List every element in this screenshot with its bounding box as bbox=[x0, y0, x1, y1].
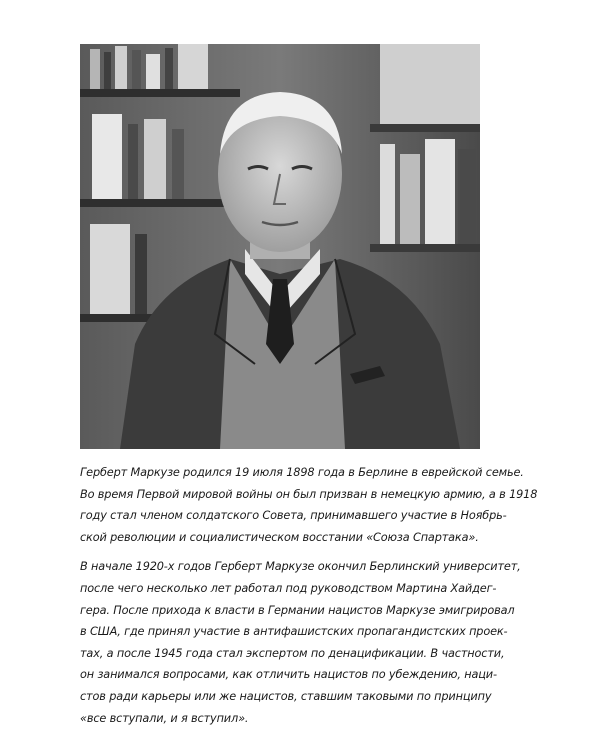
text-line: Герберт Маркузе родился 19 июля 1898 года в Берлине в еврейской семье. bbox=[80, 466, 524, 479]
text-line: Во время Первой мировой войны он был призван в немецкую армию, а в 1918 bbox=[80, 487, 538, 501]
text-line: ской революции и социалистическом восстании «Союза Спартака». bbox=[80, 530, 479, 544]
caption-text bbox=[80, 462, 538, 729]
text-line: стов ради карьеры или же нацистов, ставшим таковыми по принципу bbox=[80, 689, 492, 703]
text-line: гера. После прихода к власти в Германии нацистов Маркузе эмигрировал bbox=[80, 603, 515, 617]
text-line: В начале 1920-х годов Герберт Маркузе окончил Берлинский университет, bbox=[80, 560, 521, 574]
paragraph-1 bbox=[80, 462, 538, 548]
paragraph-2 bbox=[80, 556, 520, 729]
text-line: после чего несколько лет работал под руководством Мартина Хайдег- bbox=[80, 581, 497, 595]
text-line: в США, где принял участие в антифашистских пропагандистских проек- bbox=[80, 625, 508, 639]
text-line: тах, а после 1945 года стал экспертом по денацификации. В частности, bbox=[80, 646, 505, 660]
text-line: он занимался вопросами, как отличить нацистов по убеждению, наци- bbox=[80, 668, 497, 682]
portrait-illustration bbox=[80, 44, 480, 449]
text-line: «все вступали, и я вступил». bbox=[80, 711, 249, 725]
portrait-photo bbox=[80, 44, 480, 449]
text-line: году стал членом солдатского Совета, принимавшего участие в Ноябрь- bbox=[80, 509, 507, 523]
